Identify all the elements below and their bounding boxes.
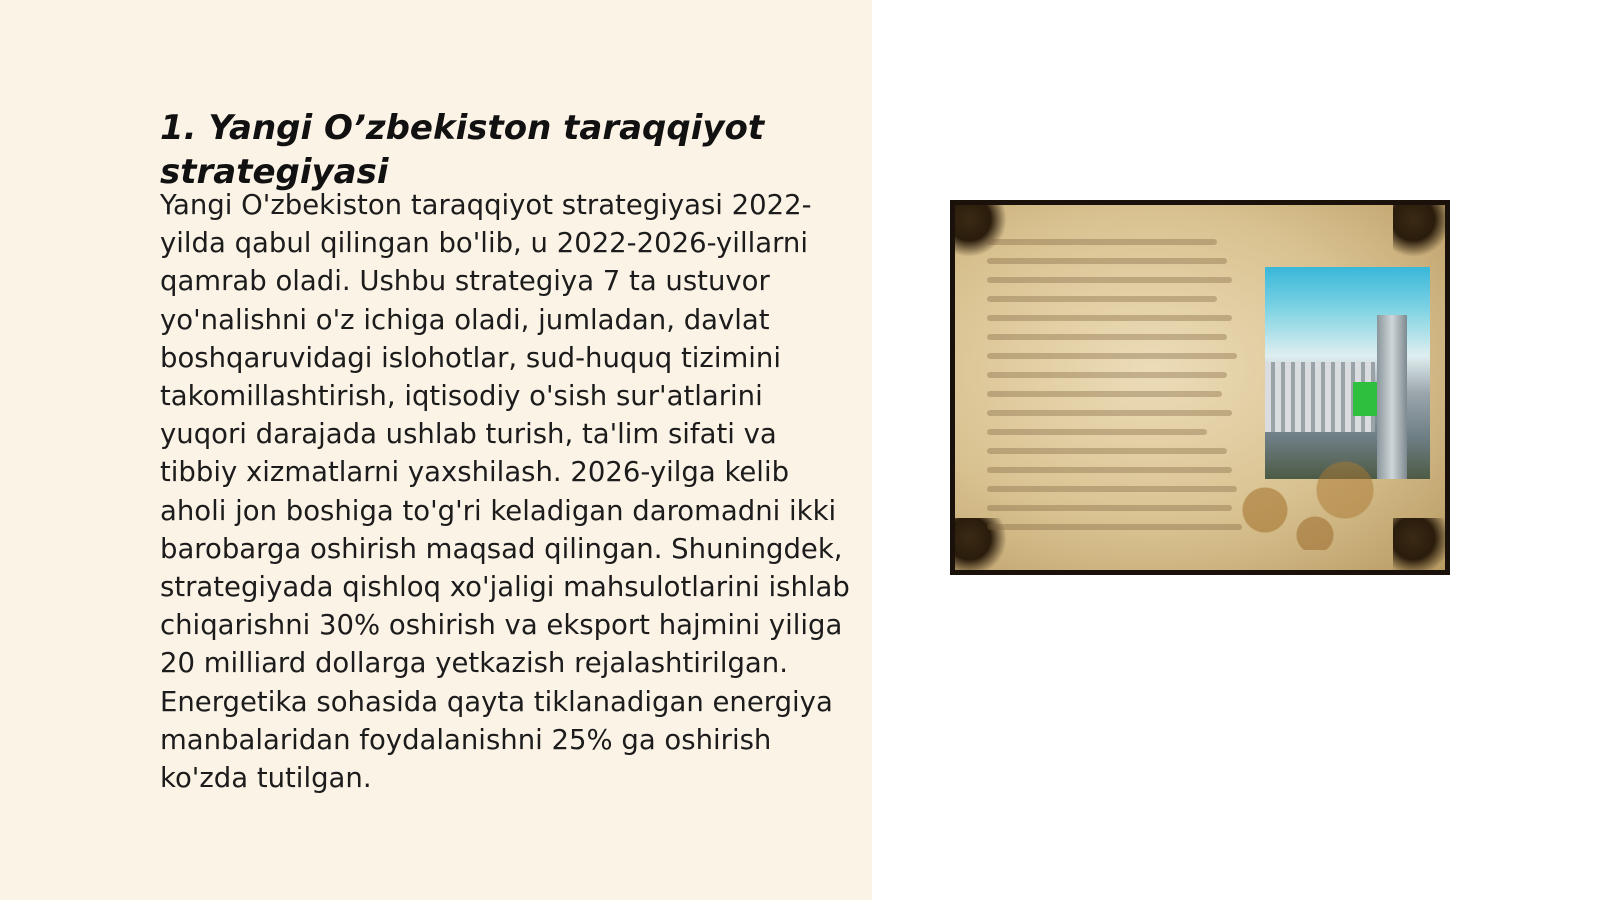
faded-text-line — [987, 239, 1217, 245]
faded-text-line — [987, 524, 1242, 530]
faded-text-line — [987, 486, 1237, 492]
faded-text-line — [987, 353, 1237, 359]
faded-text-line — [987, 315, 1232, 321]
faded-text-line — [987, 429, 1207, 435]
tashkent-photo — [1265, 267, 1430, 479]
slide-illustration — [950, 200, 1450, 575]
slide-body-text: Yangi O'zbekiston taraqqiyot strategiyasi 2022-yilda qabul qilingan bo'lib, u 2022-2026-yillarni qamrab oladi. Ushbu strategiya 7 ta ustuvor yo'nalishni o'z ichiga oladi, jumladan, davlat boshqaruvidagi islohotlar, sud-huquq tizimini takomillashtirish, iqtisodiy o'sish sur'atlarini yuqori darajada ushlab turish, ta'lim sifati va tibbiy xizmatlarni yaxshilash. 2026-yilga kelib aholi jon boshiga to'g'ri keladigan daromadni ikki barobarga oshirish maqsad qilingan. Shuningdek, strategiyada qishloq xo'jaligi mahsulotlarini ishlab chiqarishni 30% oshirish va eksport hajmini yiliga 20 milliard dollarga yetkazish rejalashtirilgan. Energetika sohasida qayta tiklanadigan energiya manbalaridan foydalanishni 25% ga oshirish ko'zda tutilgan. — [160, 189, 850, 795]
faded-text-line — [987, 391, 1222, 397]
faded-text-line — [987, 296, 1217, 302]
parchment-background — [955, 205, 1445, 570]
gears-decoration-icon — [1205, 450, 1405, 550]
ornament-corner-icon — [1393, 205, 1445, 257]
ornament-corner-icon — [955, 205, 1007, 257]
faded-text-line — [987, 372, 1227, 378]
faded-text-line — [987, 258, 1227, 264]
faded-text-line — [987, 277, 1232, 283]
faded-text-line — [987, 334, 1227, 340]
slide-title: 1. Yangi O’zbekiston taraqqiyot strategiyasi — [160, 108, 765, 192]
faded-text-line — [987, 505, 1232, 511]
faded-text-line — [987, 448, 1227, 454]
faded-text-line — [987, 410, 1232, 416]
faded-text-line — [987, 467, 1232, 473]
